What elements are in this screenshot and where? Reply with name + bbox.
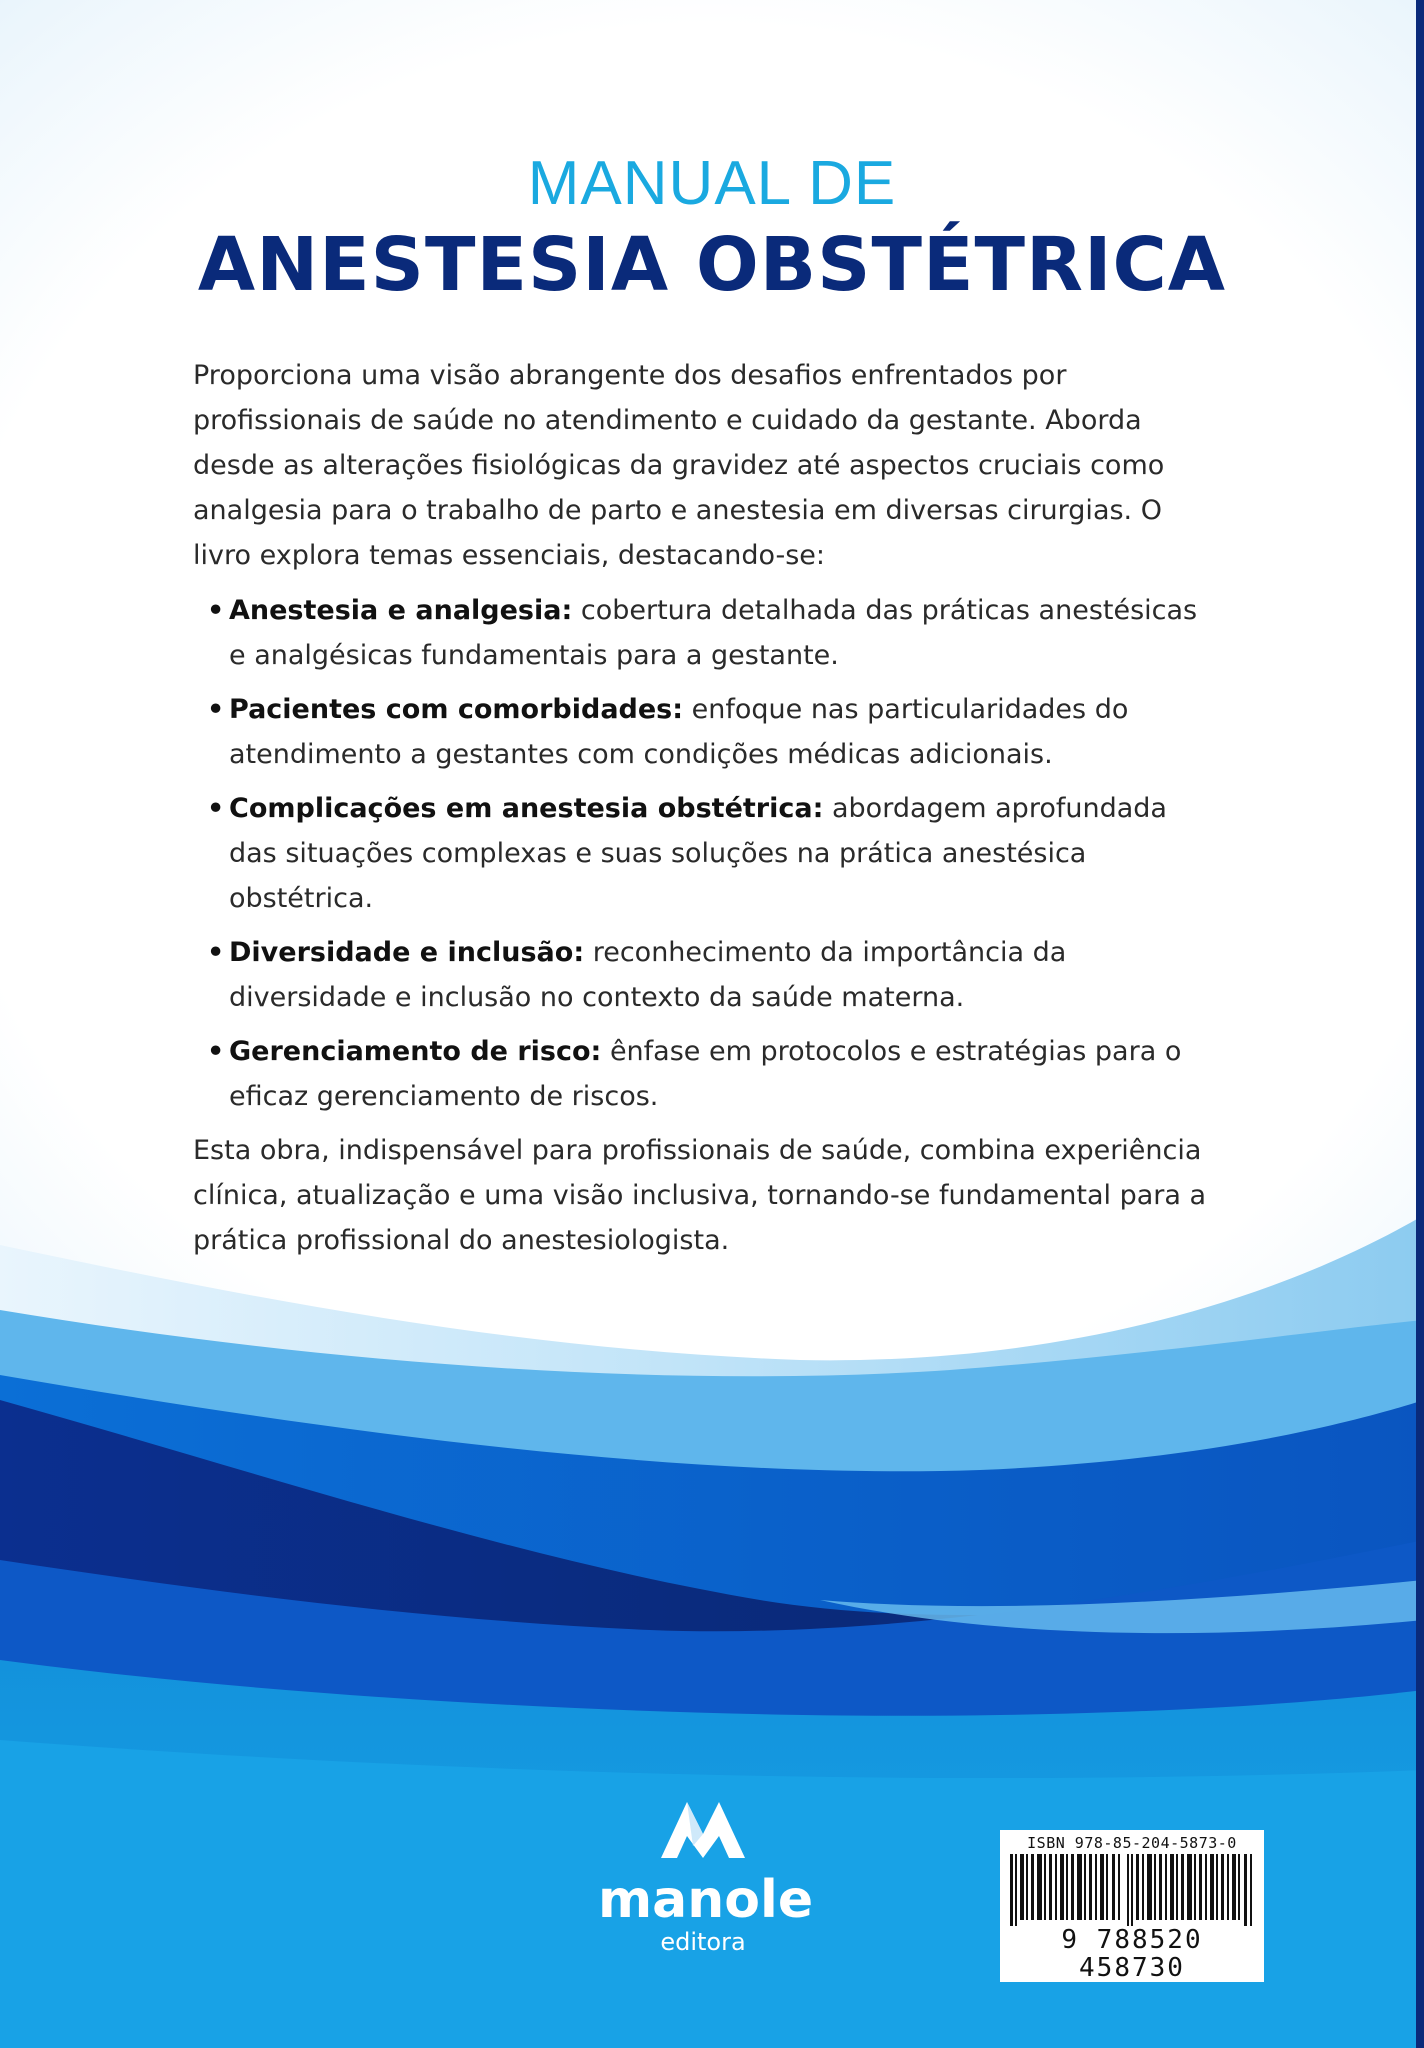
topic-list (193, 588, 1218, 1119)
bullet-icon: • (207, 694, 225, 725)
synopsis-conclusion: Esta obra, indispensável para profissionais de saúde, combina experiência clínica, atualização e uma visão inclusiva, tornando-se fundamental para a prática profissional do anestesiologista. (193, 1135, 1207, 1256)
manole-logo-icon (653, 1798, 753, 1862)
list-item (193, 930, 1218, 1020)
barcode-digits: 9 788520 458730 (1000, 1926, 1264, 1982)
topic-term: Complicações em anestesia obstétrica: (229, 793, 824, 824)
topic-term: Diversidade e inclusão: (229, 937, 585, 968)
topic-text: ênfase em protocolos e estratégias para o eficaz gerenciamento de riscos. (229, 1036, 1182, 1112)
isbn-label: ISBN 978-85-204-5873-0 (1027, 1834, 1237, 1852)
list-item (193, 588, 1218, 678)
list-item (193, 687, 1218, 777)
list-item (193, 1029, 1218, 1119)
topic-text: enfoque nas particularidades do atendimento a gestantes com condições médicas adicionais. (229, 694, 1129, 770)
isbn-barcode (1000, 1830, 1264, 1983)
bullet-icon: • (207, 937, 225, 968)
list-item (193, 786, 1218, 921)
topic-term: Anestesia e analgesia: (229, 595, 573, 626)
synopsis (193, 353, 1218, 1263)
book-title: ANESTESIA OBSTÉTRICA (197, 222, 1227, 308)
bullet-icon: • (207, 793, 225, 824)
title-prefix: MANUAL DE (527, 149, 897, 218)
barcode-icon (1008, 1854, 1256, 1928)
bullet-icon: • (207, 595, 225, 626)
topic-term: Gerenciamento de risco: (229, 1036, 602, 1067)
bullet-icon: • (207, 1036, 225, 1067)
publisher-logo (598, 1798, 814, 1968)
publisher-sub: editora (660, 1928, 746, 1956)
topic-text: abordagem aprofundada das situações complexas e suas soluções na prática anestésica obstétrica. (229, 793, 1167, 914)
synopsis-intro: Proporciona uma visão abrangente dos desafios enfrentados por profissionais de saúde no atendimento e cuidado da gestante. Aborda desde as alterações fisiológicas da gravidez até aspectos cruciais como analgesia para o trabalho de parto e anestesia em diversas cirurgias. O livro explora temas essenciais, destacando-se: (193, 360, 1165, 571)
topic-text: reconhecimento da importância da diversidade e inclusão no contexto da saúde materna. (229, 937, 1067, 1013)
topic-text: cobertura detalhada das práticas anestésicas e analgésicas fundamentais para a gestante. (229, 595, 1198, 671)
topic-term: Pacientes com comorbidades: (229, 694, 684, 725)
publisher-name: manole (598, 1870, 814, 1930)
